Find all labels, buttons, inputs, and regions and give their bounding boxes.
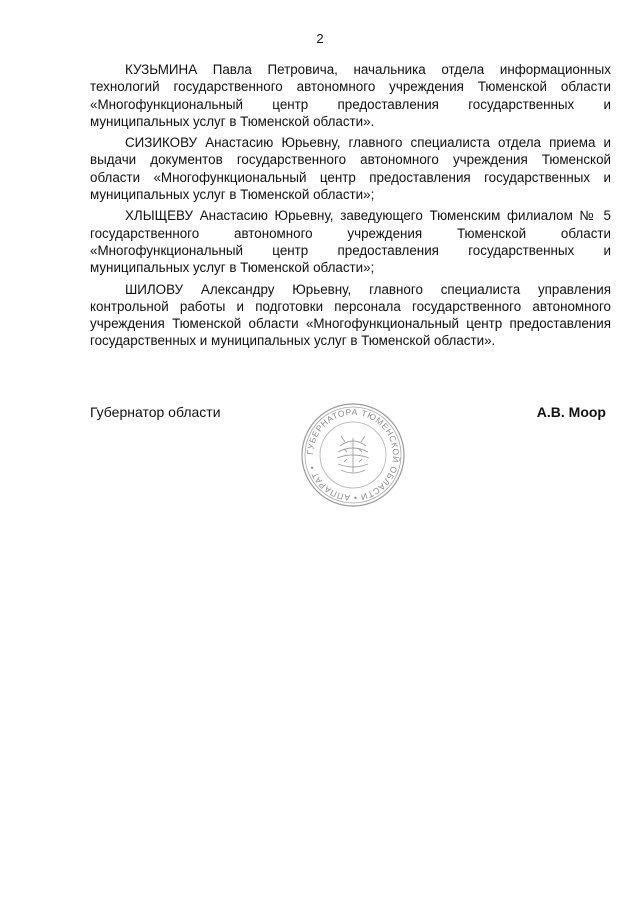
signature-title: Губернатор области [90, 404, 221, 420]
signature-name: А.В. Моор [536, 404, 606, 420]
paragraph-shilova: ШИЛОВУ Александру Юрьевну, главного специалиста управления контрольной работы и подготовки персонала государственного автономного учреждения Тюменской области «Многофункциональный центр предоставления государственных и муниципальных услуг в Тюменской области». [90, 281, 611, 349]
seal-graphic [300, 402, 406, 508]
paragraph-kuzmina: КУЗЬМИНА Павла Петровича, начальника отдела информационных технологий государственного автономного учреждения Тюменской области «Многофункциональный центр предоставления государственных и муниципальных услуг в Тюменской области». [90, 62, 611, 129]
paragraph-khlyshcheva: ХЛЫЩЕВУ Анастасию Юрьевну, заведующего Тюменским филиалом № 5 государственного автономного учреждения Тюменской области «Многофункциональный центр предоставления государственных и муниципальных услуг в Тюменской области»; [90, 208, 611, 276]
official-seal [300, 402, 406, 508]
paragraph-sizikova: СИЗИКОВУ Анастасию Юрьевну, главного специалиста отдела приема и выдачи документов государственного автономного учреждения Тюменской области «Многофункциональный центр предоставления государственных и муниципальных услуг в Тюменской области»; [90, 135, 611, 203]
document-body [90, 61, 611, 354]
seal-emblem-icon [337, 436, 369, 473]
seal-ring-text: ГУБЕРНАТОРА ТЮМЕНСКОЙ ОБЛАСТИ • АППАРАТ • [304, 406, 402, 504]
page-number: 2 [316, 31, 324, 46]
